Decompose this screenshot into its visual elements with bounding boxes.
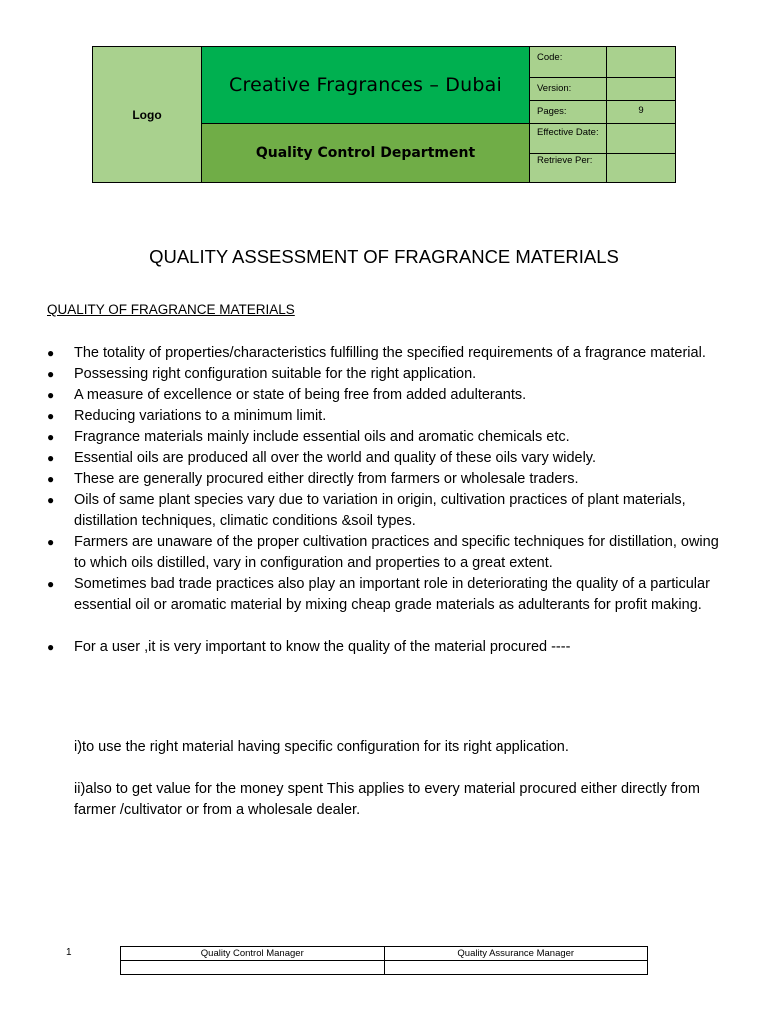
company-name: Creative Fragrances – Dubai [229, 74, 502, 96]
list-item: ● These are generally procured either directly from farmers or wholesale traders. [42, 469, 722, 490]
meta-value [607, 78, 675, 100]
sign-cell-qc [121, 961, 385, 975]
logo-placeholder [93, 47, 202, 182]
meta-row-effective-date [530, 124, 675, 154]
meta-label: Code: [530, 47, 607, 77]
point-ii: ii)also to get value for the money spent This applies to every material procured either directly from farmer /cultivator or from a wholesale dealer. [74, 781, 700, 818]
point-i: i)to use the right material having specific configuration for its right application. [74, 739, 569, 755]
sign-header-qa: Quality Assurance Manager [384, 947, 648, 961]
sign-cell-qa [384, 961, 648, 975]
meta-label: Retrieve Per: [530, 154, 607, 182]
meta-value [607, 124, 675, 153]
document-meta-table [530, 47, 675, 182]
department-cell [202, 124, 530, 182]
list-item: ● Farmers are unaware of the proper cultivation practices and specific techniques for distillation, owing to which oils distilled, vary in configuration and properties to a great extent. [47, 534, 719, 571]
meta-value: 9 [638, 105, 644, 116]
list-item: ● Sometimes bad trade practices also play an important role in deteriorating the quality of a particular essential oil or aromatic material by mixing cheap grade materials as adulterants for profit making. [47, 576, 710, 613]
bullet-icon: ● [47, 451, 55, 465]
list-item: ● Oils of same plant species vary due to variation in origin, cultivation practices of plant materials, distillation techniques, climatic conditions &soil types. [47, 492, 686, 529]
section-heading: QUALITY OF FRAGRANCE MATERIALS [47, 302, 295, 317]
list-item: ● Fragrance materials mainly include essential oils and aromatic chemicals etc. [42, 427, 722, 448]
list-item: ● Essential oils are produced all over the world and quality of these oils vary widely. [42, 448, 722, 469]
meta-row-pages [530, 101, 675, 124]
bullet-icon: ● [47, 430, 55, 444]
bullet-icon: ● [47, 367, 55, 381]
meta-row-retrieve-per [530, 154, 675, 182]
bullet-icon: ● [47, 493, 55, 507]
bullet-list [42, 343, 722, 658]
signature-table [120, 946, 648, 975]
document-header [92, 46, 676, 183]
bullet-icon: ● [47, 388, 55, 402]
list-item: ● For a user ,it is very important to know the quality of the material procured ---- [42, 637, 722, 658]
list-item: ● A measure of excellence or state of being free from added adulterants. [42, 385, 722, 406]
list-item: ● Reducing variations to a minimum limit. [42, 406, 722, 427]
meta-row-version [530, 78, 675, 101]
bullet-icon: ● [47, 346, 55, 360]
bullet-icon: ● [47, 640, 55, 654]
meta-value [607, 47, 675, 77]
company-name-cell [202, 47, 530, 124]
meta-value [607, 154, 675, 182]
list-item: ● The totality of properties/characteristics fulfilling the specified requirements of a fragrance material. [42, 343, 722, 364]
sign-header-qc: Quality Control Manager [121, 947, 385, 961]
meta-label: Effective Date: [530, 124, 607, 153]
department-name: Quality Control Department [255, 145, 476, 161]
bullet-icon: ● [47, 535, 55, 549]
bullet-icon: ● [47, 409, 55, 423]
bullet-icon: ● [47, 472, 55, 486]
meta-label: Version: [530, 78, 607, 100]
meta-label: Pages: [530, 101, 607, 123]
logo-label: Logo [132, 107, 162, 122]
page-number: 1 [66, 947, 72, 958]
bullet-icon: ● [47, 577, 55, 591]
meta-row-code [530, 47, 675, 78]
list-item: ● Possessing right configuration suitable for the right application. [42, 364, 722, 385]
document-title: QUALITY ASSESSMENT OF FRAGRANCE MATERIALS [149, 246, 619, 267]
